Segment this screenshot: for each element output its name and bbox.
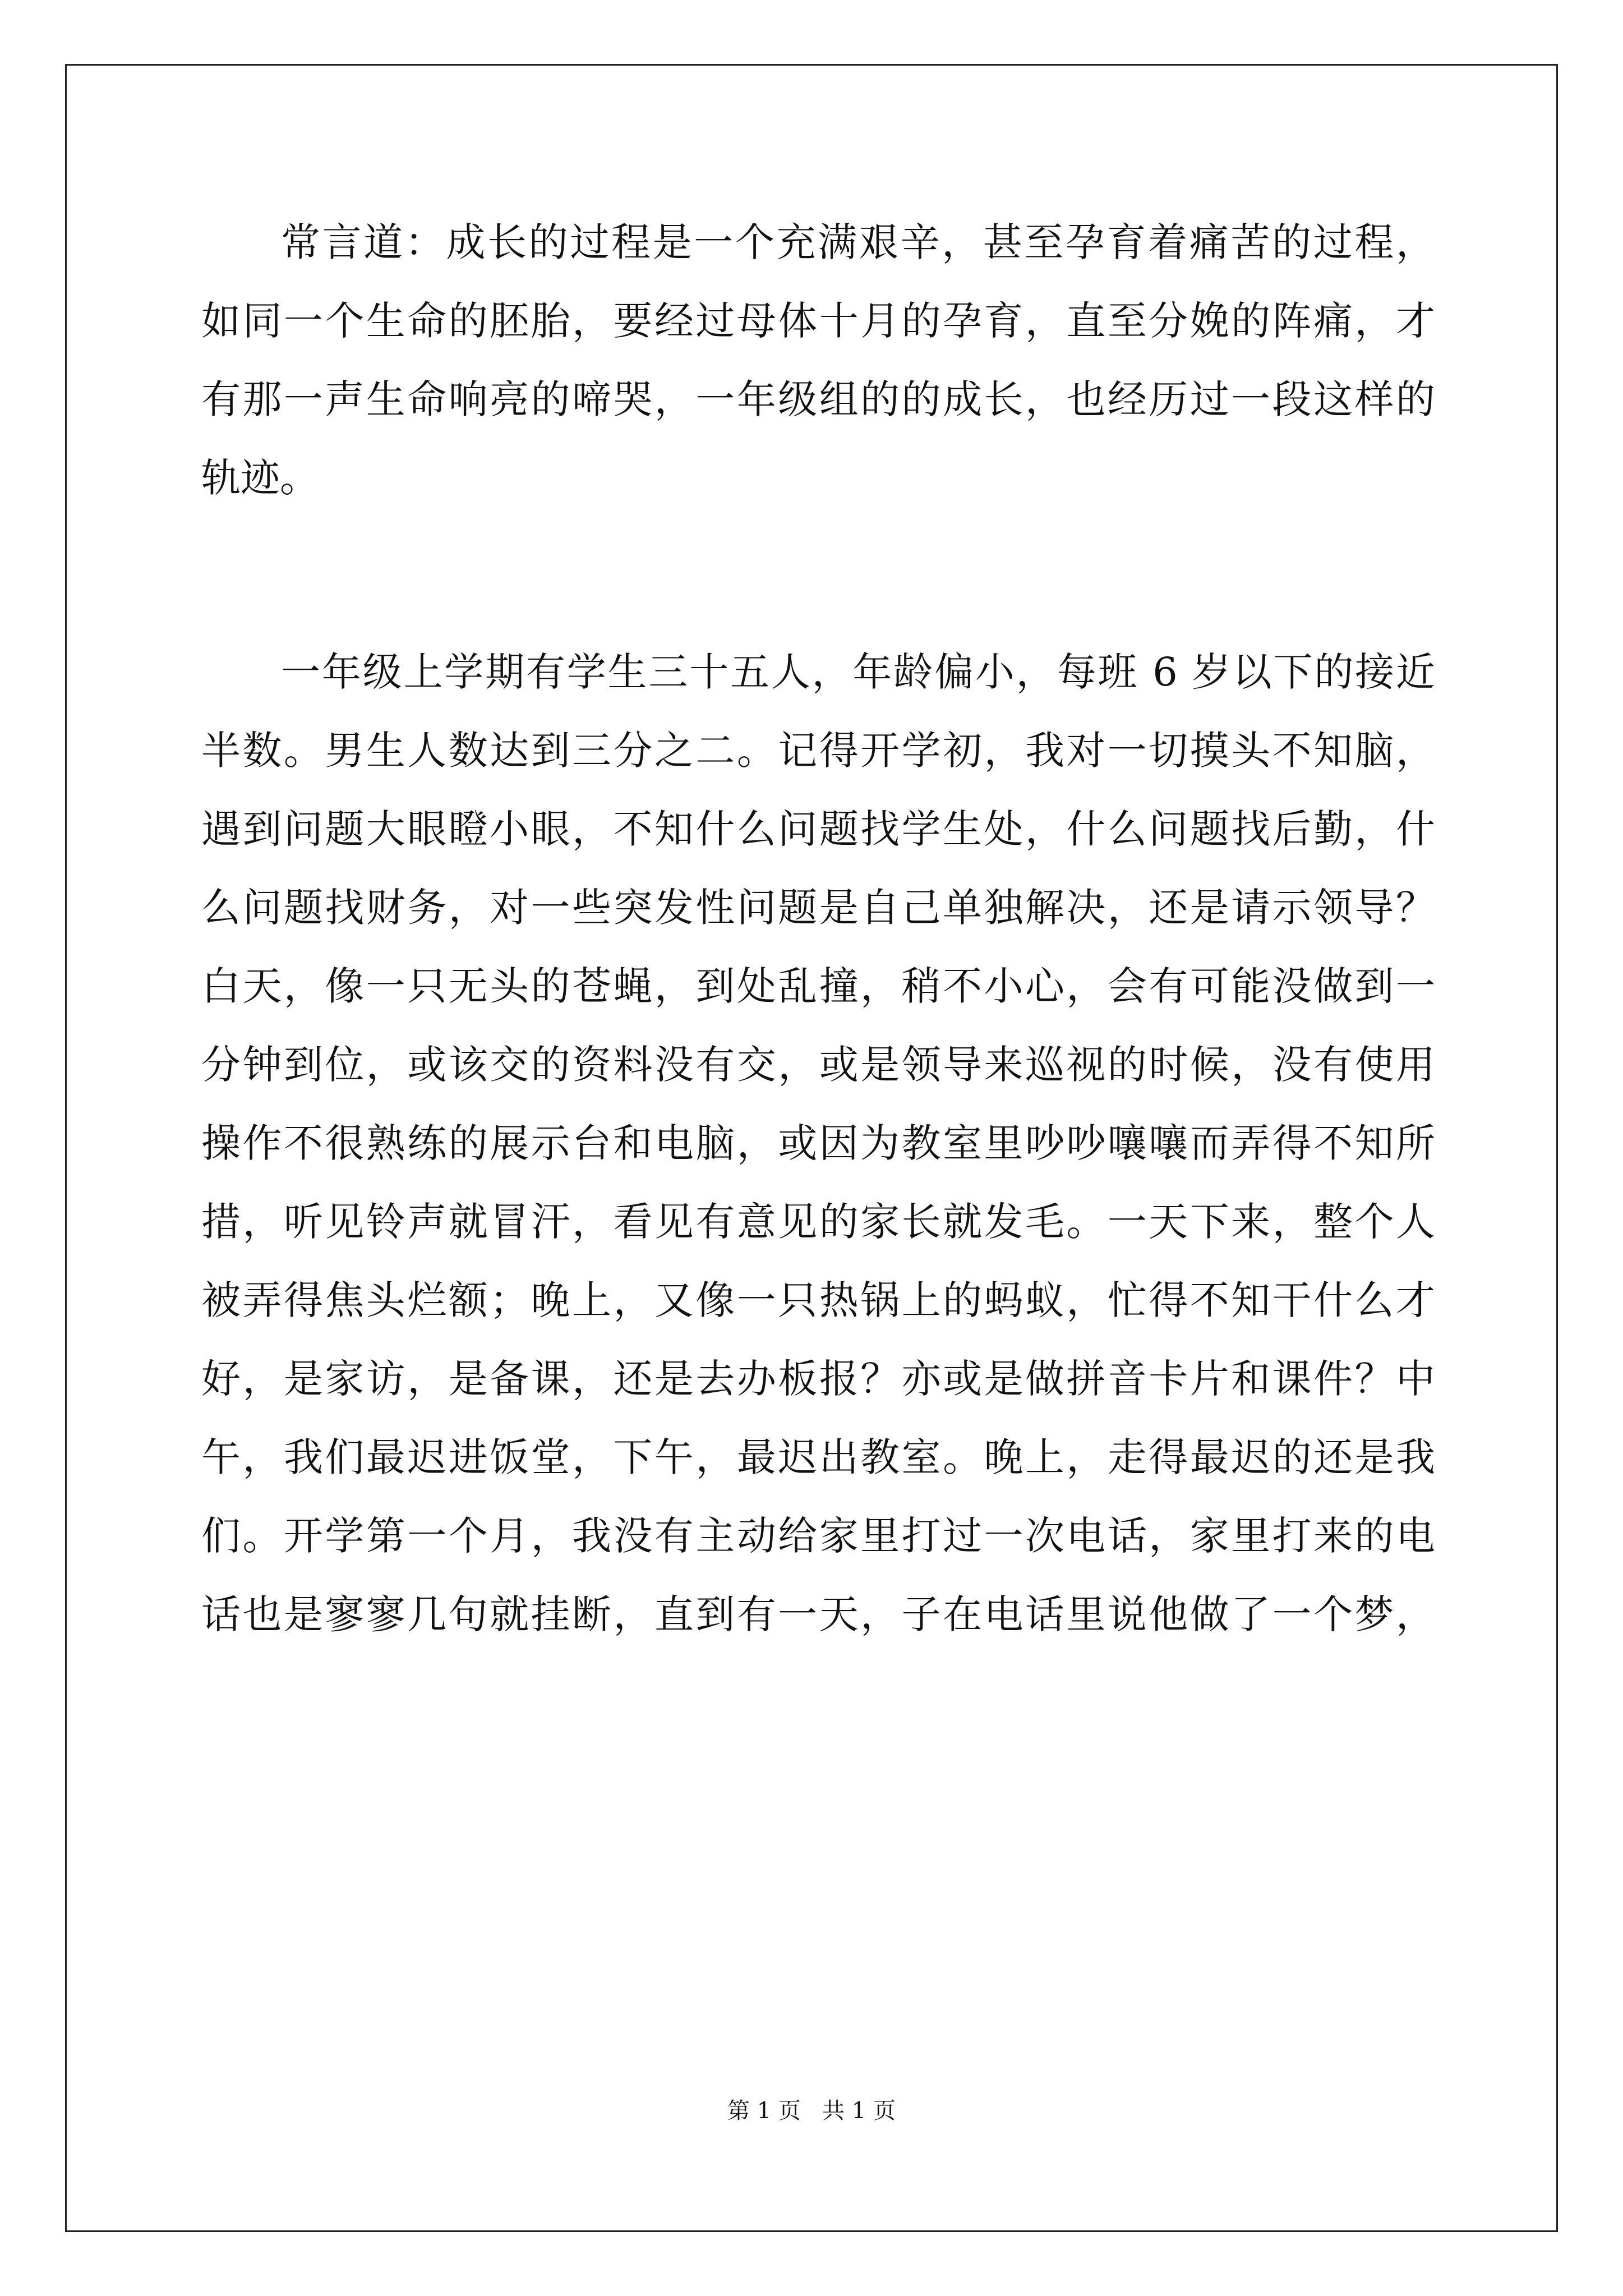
paragraph-2-line-7: 操作不很熟练的展示台和电脑，或因为教室里吵吵嚷嚷而弄得不知所 <box>201 1120 1435 1166</box>
paragraph-2-line-12: 们。开学第一个月，我没有主动给家里打过一次电话，家里打来的电 <box>201 1513 1435 1559</box>
paragraph-1-line-1: 常言道：成长的过程是一个充满艰辛，甚至孕育着痛苦的过程， <box>281 219 1435 265</box>
paragraph-2-line-8: 措，听见铃声就冒汗，看见有意见的家长就发毛。一天下来，整个人 <box>201 1199 1435 1245</box>
paragraph-2-line-2: 半数。男生人数达到三分之二。记得开学初，我对一切摸头不知脑， <box>201 728 1435 774</box>
paragraph-2-line-3: 遇到问题大眼瞪小眼，不知什么问题找学生处，什么问题找后勤，什 <box>201 806 1435 852</box>
paragraph-2-line-6: 分钟到位，或该交的资料没有交，或是领导来巡视的时候，没有使用 <box>201 1042 1435 1088</box>
paragraph-2-line-5: 白天，像一只无头的苍蝇，到处乱撞，稍不小心，会有可能没做到一 <box>201 963 1435 1009</box>
paragraph-2-line-10: 好，是家访，是备课，还是去办板报？亦或是做拼音卡片和课件？中 <box>201 1356 1435 1402</box>
paragraph-2-line-11: 午，我们最迟进饭堂，下午，最迟出教室。晚上，走得最迟的还是我 <box>201 1434 1435 1480</box>
paragraph-2-line-1: 一年级上学期有学生三十五人，年龄偏小，每班 6 岁以下的接近 <box>281 649 1435 695</box>
paragraph-2-line-9: 被弄得焦头烂额；晚上，又像一只热锅上的蚂蚁，忙得不知干什么才 <box>201 1277 1435 1323</box>
paragraph-1-line-4: 轨迹。 <box>201 455 319 501</box>
paragraph-1-line-2: 如同一个生命的胚胎，要经过母体十月的孕育，直至分娩的阵痛，才 <box>201 298 1435 344</box>
page-footer: 第 1 页 共 1 页 <box>727 2098 896 2124</box>
paragraph-1-line-3: 有那一声生命响亮的啼哭，一年级组的的成长，也经历过一段这样的 <box>201 376 1435 422</box>
paragraph-2-line-4: 么问题找财务，对一些突发性问题是自己单独解决，还是请示领导？ <box>201 885 1435 931</box>
paragraph-2-line-13: 话也是寥寥几句就挂断，直到有一天，子在电话里说他做了一个梦， <box>201 1591 1435 1637</box>
